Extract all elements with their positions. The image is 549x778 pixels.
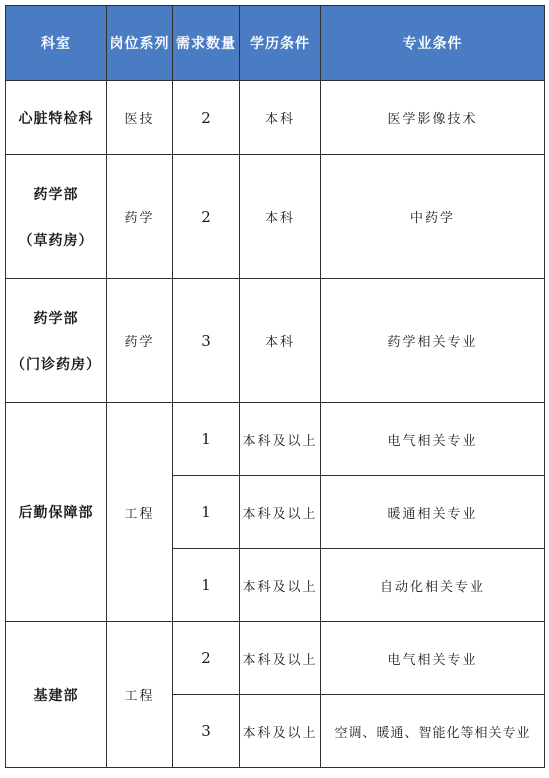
category-cell: 药学 (107, 155, 173, 279)
major-cell: 自动化相关专业 (321, 549, 545, 622)
quantity-cell: 1 (173, 476, 240, 549)
education-cell: 本科及以上 (240, 622, 321, 695)
major-cell: 电气相关专业 (321, 403, 545, 476)
table-row (6, 622, 545, 695)
education-cell: 本科 (240, 279, 321, 403)
quantity-cell: 1 (173, 403, 240, 476)
major-cell: 暖通相关专业 (321, 476, 545, 549)
department-cell (6, 622, 107, 768)
department-cell (6, 403, 107, 622)
major-cell: 电气相关专业 (321, 622, 545, 695)
table-row (6, 81, 545, 155)
quantity-cell: 3 (173, 279, 240, 403)
table-row (6, 155, 545, 279)
education-cell: 本科 (240, 81, 321, 155)
education-cell: 本科 (240, 155, 321, 279)
category-cell: 工程 (107, 403, 173, 622)
header-row (6, 6, 545, 81)
education-cell: 本科及以上 (240, 549, 321, 622)
major-cell: 中药学 (321, 155, 545, 279)
department-cell (6, 279, 107, 403)
quantity-cell: 2 (173, 622, 240, 695)
table-row (6, 279, 545, 403)
department-cell (6, 81, 107, 155)
department-name: 心脏特检科 (18, 110, 94, 127)
major-cell: 医学影像技术 (321, 81, 545, 155)
education-cell: 本科及以上 (240, 476, 321, 549)
table-row (6, 403, 545, 476)
header-department: 科室 (6, 6, 107, 81)
header-position-category: 岗位系列 (107, 6, 173, 81)
category-cell: 医技 (107, 81, 173, 155)
quantity-cell: 2 (173, 81, 240, 155)
department-cell (6, 155, 107, 279)
category-cell: 工程 (107, 622, 173, 768)
department-name: 药学部 (33, 186, 79, 203)
department-subname: （门诊药房） (11, 356, 101, 373)
department-subname: （草药房） (18, 232, 94, 249)
category-cell: 药学 (107, 279, 173, 403)
header-quantity: 需求数量 (173, 6, 240, 81)
education-cell: 本科及以上 (240, 695, 321, 768)
recruitment-table (5, 5, 545, 768)
department-name: 后勤保障部 (18, 505, 94, 521)
department-name: 药学部 (33, 310, 79, 327)
quantity-cell: 2 (173, 155, 240, 279)
major-cell: 空调、暖通、智能化等相关专业 (321, 695, 545, 768)
quantity-cell: 3 (173, 695, 240, 768)
education-cell: 本科及以上 (240, 403, 321, 476)
department-name: 基建部 (33, 687, 79, 704)
header-major: 专业条件 (321, 6, 545, 81)
header-education: 学历条件 (240, 6, 321, 81)
major-cell: 药学相关专业 (321, 279, 545, 403)
quantity-cell: 1 (173, 549, 240, 622)
